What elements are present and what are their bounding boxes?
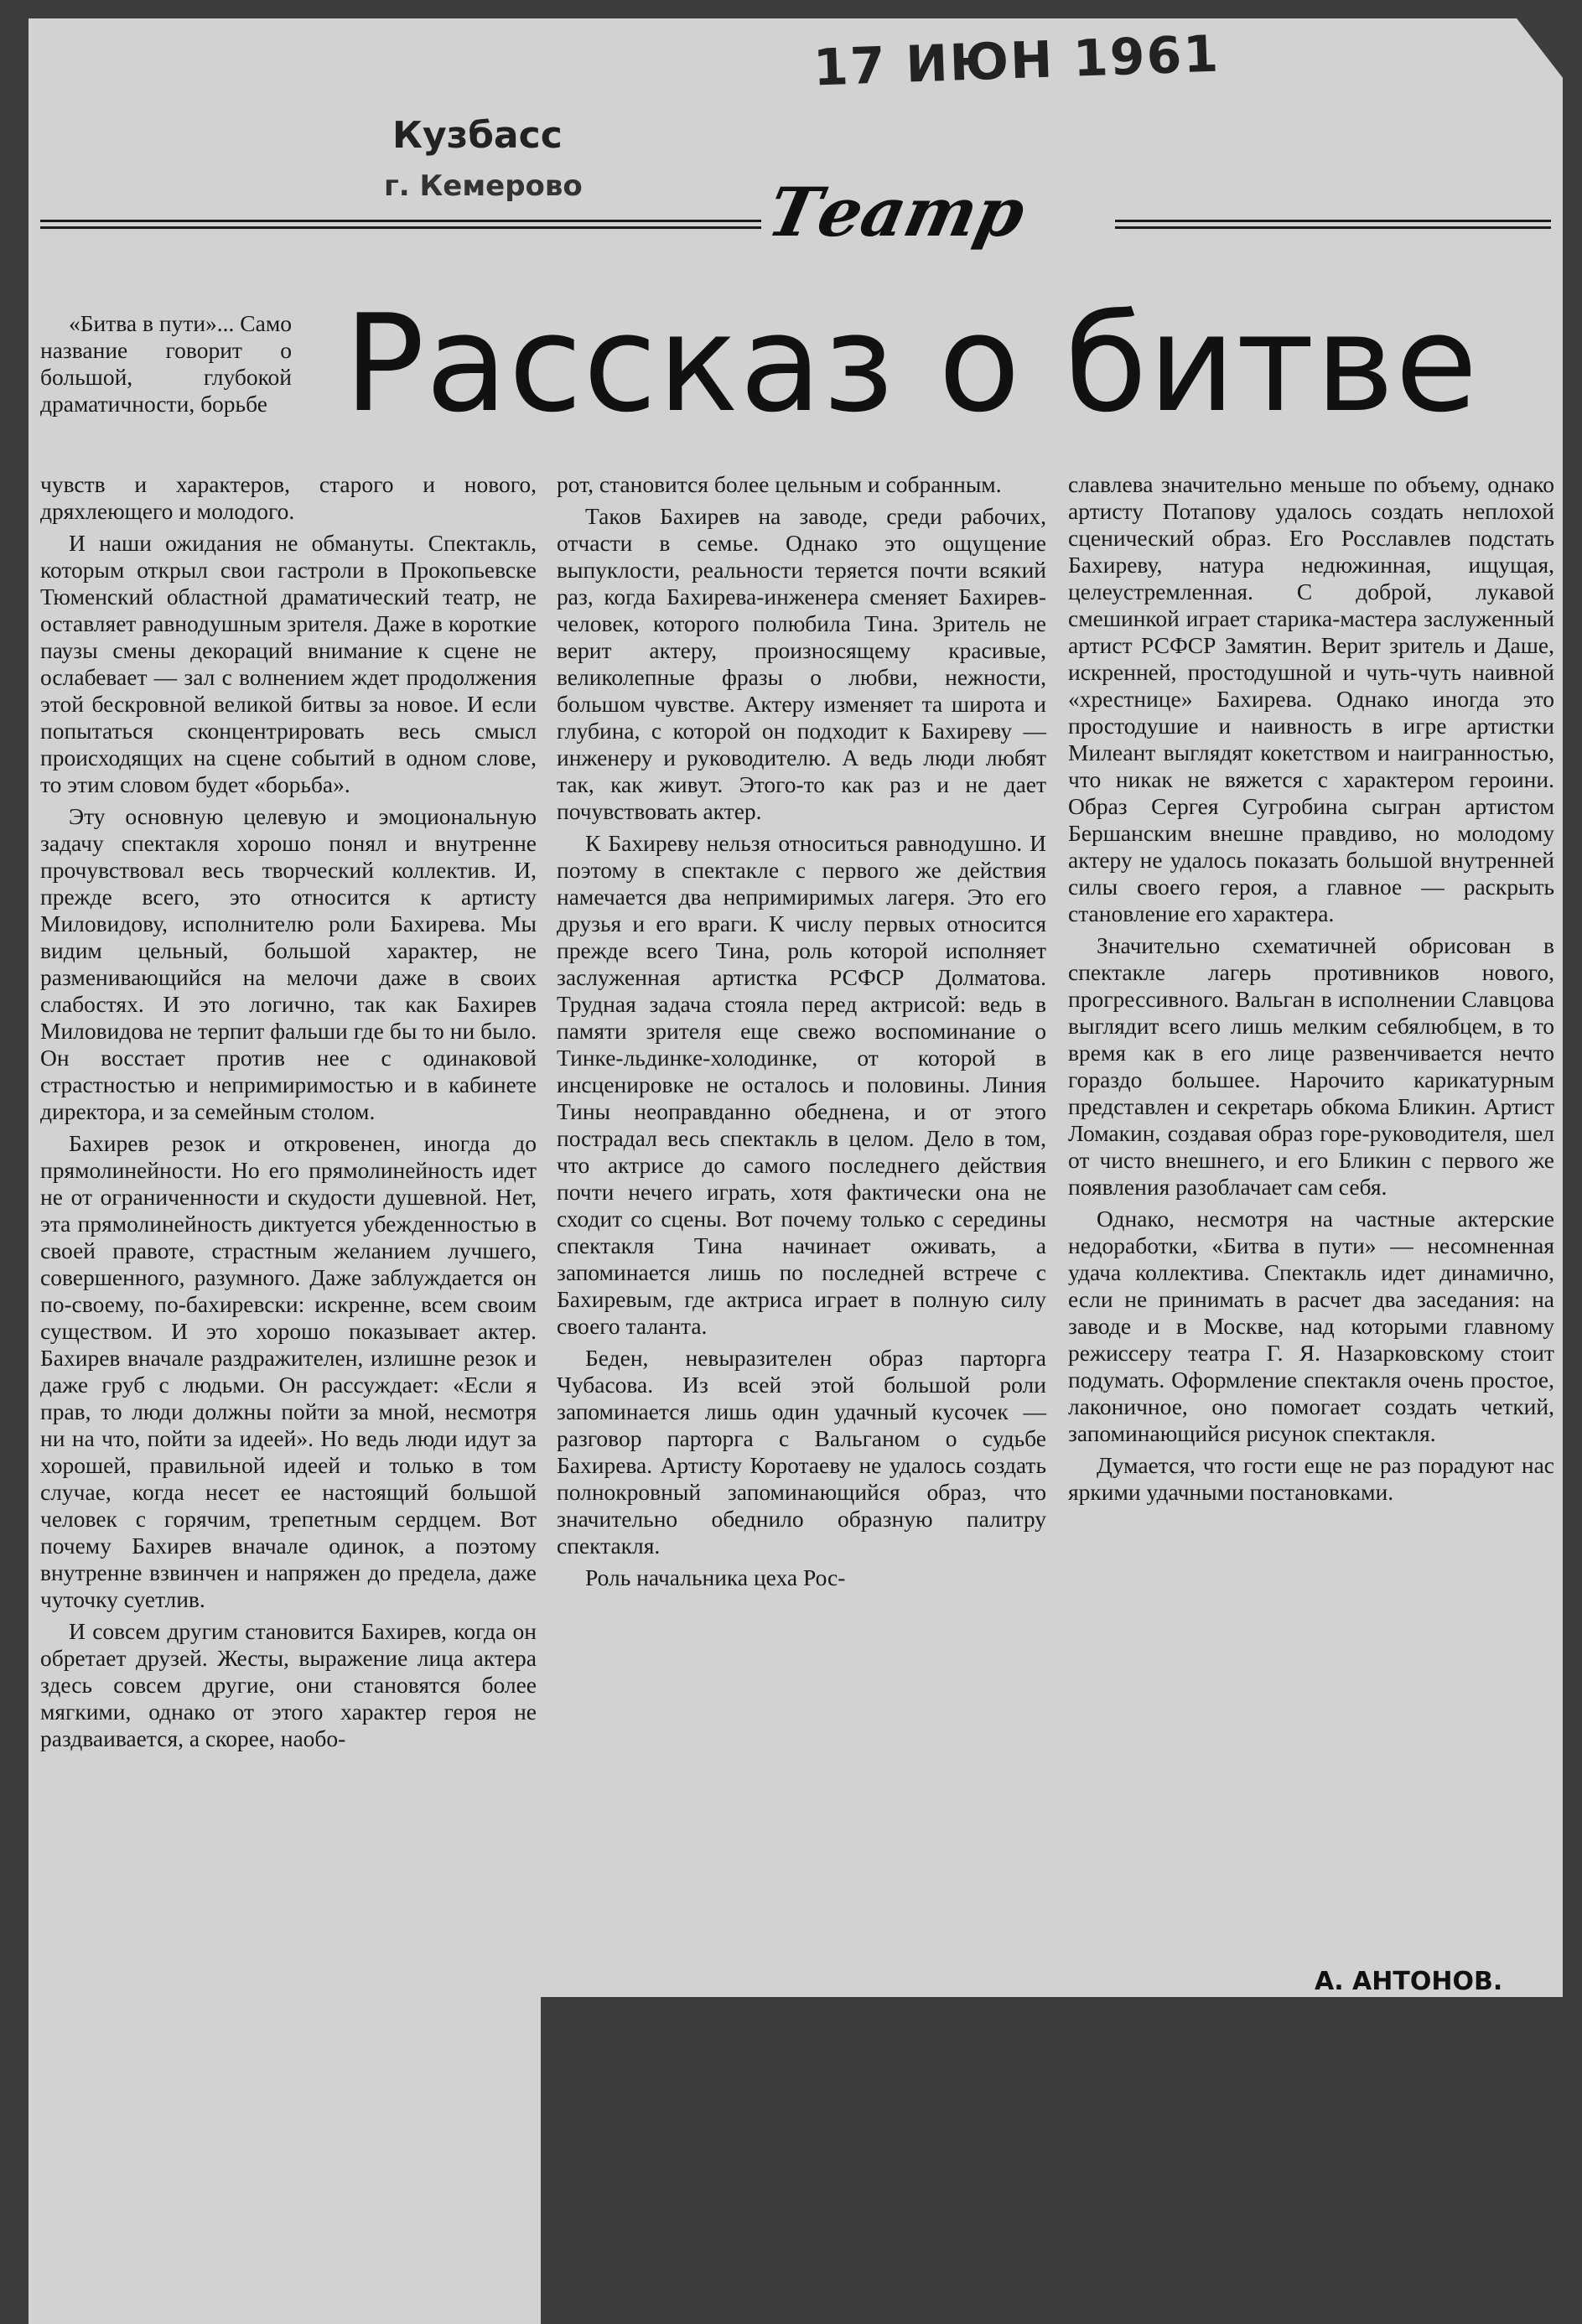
paragraph: Думается, что гости еще не раз порадуют нас яркими удачными постановками. bbox=[1068, 1452, 1554, 1505]
paragraph: Беден, невыразителен образ парторга Чубасова. Из всей этой большой роли запоминается лишь один удачный кусочек — разговор парторга с Вальганом о судьбе Бахирева. Артисту Коротаеву не удалось создать полнокровный запоминающийся образ, что значительно обеднило образную палитру спектакля. bbox=[557, 1345, 1046, 1559]
rubric-rule-right-2 bbox=[1115, 226, 1551, 229]
article-headline: Рассказ о битве bbox=[344, 285, 1479, 442]
paragraph: славлева значительно меньше по объему, однако артисту Потапову удалось создать неплохой сценический образ. Его Росславлев подстать Бахиреву, натура недюжинная, ищущая, целеустремленная. С доброй, лукавой смешинкой играет старика-мастера заслуженный артист РСФСР Замятин. Верит зритель и Даше, искренней, простодушной и чуть-чуть наивной «хрестнице» Бахирева. Однако иногда это простодушие и наивность в игре артистки Милеант выглядят кокетством и наигранностью, что никак не вяжется с характером героини. Образ Сергея Сугробина сыгран артистом Бершанским внешне правдиво, но молодому актеру не удалось показать большой внутренней силы своего героя, а главное — раскрыть становление его характера. bbox=[1068, 471, 1554, 926]
article-column-3 bbox=[1068, 471, 1554, 1506]
paragraph: Таков Бахирев на заводе, среди рабочих, отчасти в семье. Однако это ощущение выпуклости, реальности теряется почти всякий раз, когда Бахирева-инженера сменяет Бахирев-человек, которого полюбила Тина. Зритель не верит актеру, произносящему красивые, великолепные фразы о любви, нежности, большом чувстве. Актеру изменяет та широта и глубина, с которой он подходит к Бахиреву — инженеру и руководителю. А ведь люди любят так, как живут. Этого-то как раз и не дает почувствовать актер. bbox=[557, 503, 1046, 824]
article-column-1 bbox=[40, 471, 537, 1752]
paragraph: рот, становится более цельным и собранным. bbox=[557, 471, 1002, 497]
rubric-label: Театр bbox=[761, 173, 1032, 252]
paragraph: Значительно схематичней обрисован в спектакле лагерь противников нового, прогрессивного. Вальган в исполнении Славцова выглядит всего лишь мелким себялюбцем, в то время как в его лице развенчивается нечто гораздо большее. Нарочито карикатурным представлен и секретарь обкома Бликин. Артист Ломакин, создавая образ горе-руководителя, шел от чисто внешнего, и его Бликин с первого же появления разоблачает сам себя. bbox=[1068, 932, 1554, 1200]
paragraph: К Бахиреву нельзя относиться равнодушно. И поэтому в спектакле с первого же действия намечается два непримиримых лагеря. Это его друзья и его враги. К числу первых относится прежде всего Тина, роль которой исполняет заслуженная артистка РСФСР Долматова. Трудная задача стояла перед актрисой: ведь в памяти зрителя еще свежо воспоминание о Тинке-льдинке-холодинке, от которой в инсценировке не осталось и половины. Линия Тины неоправданно обеднена, и от этого пострадал весь спектакль в целом. Дело в том, что актрисе до самого последнего действия почти нечего играть, хотя фактически она не сходит со сцены. Вот почему только с середины спектакля Тина начинает оживать, а запоминается лишь по последней встрече с Бахиревым, где актриса играет в полную силу своего таланта. bbox=[557, 830, 1046, 1339]
publication-name: Кузбасс bbox=[392, 114, 563, 157]
paragraph: Однако, несмотря на частные актерские недоработки, «Битва в пути» — несомненная удача коллектива. Спектакль идет динамично, если не принимать в расчет два заседания: на заводе и в Москве, над которыми главному режиссеру театра Г. Я. Назарковскому стоит подумать. Оформление спектакля очень простое, лаконичное, оно помогает создать четкий, запоминающийся рисунок спектакля. bbox=[1068, 1206, 1554, 1446]
rubric-rule-left bbox=[40, 220, 761, 222]
article-lead bbox=[40, 310, 292, 418]
rubric-rule-right bbox=[1115, 220, 1551, 222]
lead-paragraph: «Битва в пути»... Само название говорит о большой, глубокой драматичности, борьбе bbox=[40, 310, 292, 417]
publication-city: г. Кемерово bbox=[384, 169, 583, 203]
date-stamp: 17 ИЮН 1961 bbox=[812, 24, 1222, 98]
paragraph: Роль начальника цеха Рос- bbox=[585, 1564, 846, 1590]
paragraph: И совсем другим становится Бахирев, когда он обретает друзей. Жесты, выражение лица актера здесь совсем другие, они становятся более мягкими, однако от этого характер героя не раздваивается, а скорее, наобо- bbox=[40, 1618, 537, 1751]
paragraph: И наши ожидания не обмануты. Спектакль, которым открыл свои гастроли в Прокопьевске Тюменский областной драматический театр, не оставляет равнодушным зрителя. Даже в короткие паузы смены декораций внимание к сцене не ослабевает — зал с волнением ждет продолжения этой бескровной великой битвы за новое. И если попытаться сконцентрировать весь смысл происходящих на сцене событий в одном слове, то этим словом будет «борьба». bbox=[40, 530, 537, 797]
rubric-rule-left-2 bbox=[40, 226, 761, 229]
paragraph: чувств и характеров, старого и нового, дряхлеющего и молодого. bbox=[40, 471, 537, 524]
author-signature: А. АНТОНОВ. bbox=[1315, 1967, 1503, 1996]
paragraph: Эту основную целевую и эмоциональную задачу спектакля хорошо понял и внутренне прочувствовал весь творческий коллектив. И, прежде всего, это относится к артисту Миловидову, исполнителю роли Бахирева. Мы видим цельный, большой характер, не разменивающийся на мелочи даже в своих слабостях. И это логично, так как Бахирев Миловидова не терпит фальши где бы то ни было. Он восстает против нее с одинаковой страстностью и непримиримостью и в кабинете директора, и за семейным столом. bbox=[40, 803, 537, 1124]
article-column-2 bbox=[557, 471, 1046, 1591]
clipping-sheet-tail bbox=[29, 1997, 541, 2324]
paragraph: Бахирев резок и откровенен, иногда до прямолинейности. Но его прямолинейность идет не от ограниченности и скудости душевной. Нет, эта прямолинейность диктуется убежденностью в своей правоте, страстным желанием лучшего, совершенного, разумного. Даже заблуждается он по-своему, по-бахиревски: искренне, всем своим существом. И это хорошо показывает актер. Бахирев вначале раздражителен, излишне резок и даже груб с людьми. Он рассуждает: «Если я прав, то люди должны пойти за мной, несмотря ни на что, пойти за идеей». Но ведь люди идут за хорошей, правильной идеей и только в том случае, когда несет ее настоящий большой человек с горячим, трепетным сердцем. Вот почему Бахирев вначале одинок, а поэтому внутренне взвинчен и напряжен до предела, даже чуточку суетлив. bbox=[40, 1130, 537, 1612]
